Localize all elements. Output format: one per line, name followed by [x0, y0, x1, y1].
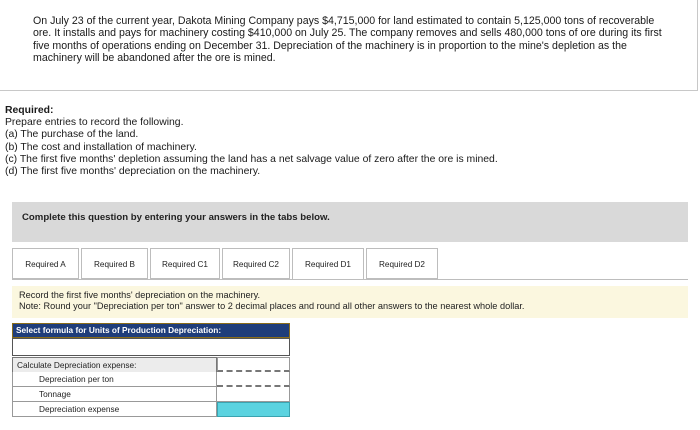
required-item-b: (b) The cost and installation of machinery. — [5, 141, 197, 153]
instruction-line: Record the first five months' depreciation on the machinery. — [19, 290, 261, 300]
depreciation-per-ton-input[interactable] — [217, 372, 290, 387]
calc-header: Calculate Depreciation expense: — [12, 357, 217, 372]
tab-required-b[interactable]: Required B — [81, 248, 148, 279]
tab-required-d1[interactable]: Required D1 — [292, 248, 364, 280]
formula-select-input[interactable] — [12, 338, 290, 356]
depreciation-expense-input[interactable] — [217, 402, 290, 417]
required-intro: Prepare entries to record the following. — [5, 117, 184, 129]
tab-required-c2[interactable]: Required C2 — [222, 248, 290, 279]
required-item-d: (d) The first five months' depreciation on the machinery. — [5, 166, 261, 178]
problem-statement-box — [0, 0, 698, 91]
tab-required-d2[interactable]: Required D2 — [366, 248, 438, 279]
calc-header-value-cell — [217, 357, 290, 372]
tonnage-input[interactable] — [217, 387, 290, 402]
calc-label-depreciation-expense: Depreciation expense — [12, 402, 217, 417]
calc-label-depreciation-per-ton: Depreciation per ton — [12, 372, 217, 387]
required-title: Required: — [5, 105, 54, 116]
required-tabs — [12, 248, 688, 279]
required-section — [5, 105, 685, 178]
instruction-note: Note: Round your "Depreciation per ton" answer to 2 decimal places and round all other answers to the nearest whole dollar. — [19, 301, 525, 312]
tab-required-c1[interactable]: Required C1 — [150, 248, 220, 279]
required-item-a: (a) The purchase of the land. — [5, 129, 139, 141]
required-item-c: (c) The first five months' depletion assuming the land has a net salvage value of zero after the ore is mined. — [5, 153, 498, 165]
formula-header: Select formula for Units of Production Depreciation: — [12, 323, 290, 338]
instruction-box — [12, 286, 688, 318]
banner-text: Complete this question by entering your answers in the tabs below. — [22, 212, 330, 223]
problem-statement: On July 23 of the current year, Dakota Mining Company pays $4,715,000 for land estimated to contain 5,125,000 tons of recoverable ore. It installs and pays for machinery costing $410,000 on July 25. The company removes and sells 480,000 tons of ore during its first five months of operations ending on December 31. Depreciation of the machinery is in proportion to the mine's depletion as the machinery will be abandoned after the ore is mined. — [33, 15, 662, 65]
question-banner — [12, 202, 688, 242]
tab-required-a[interactable]: Required A — [12, 248, 79, 279]
calc-label-tonnage: Tonnage — [12, 387, 217, 402]
